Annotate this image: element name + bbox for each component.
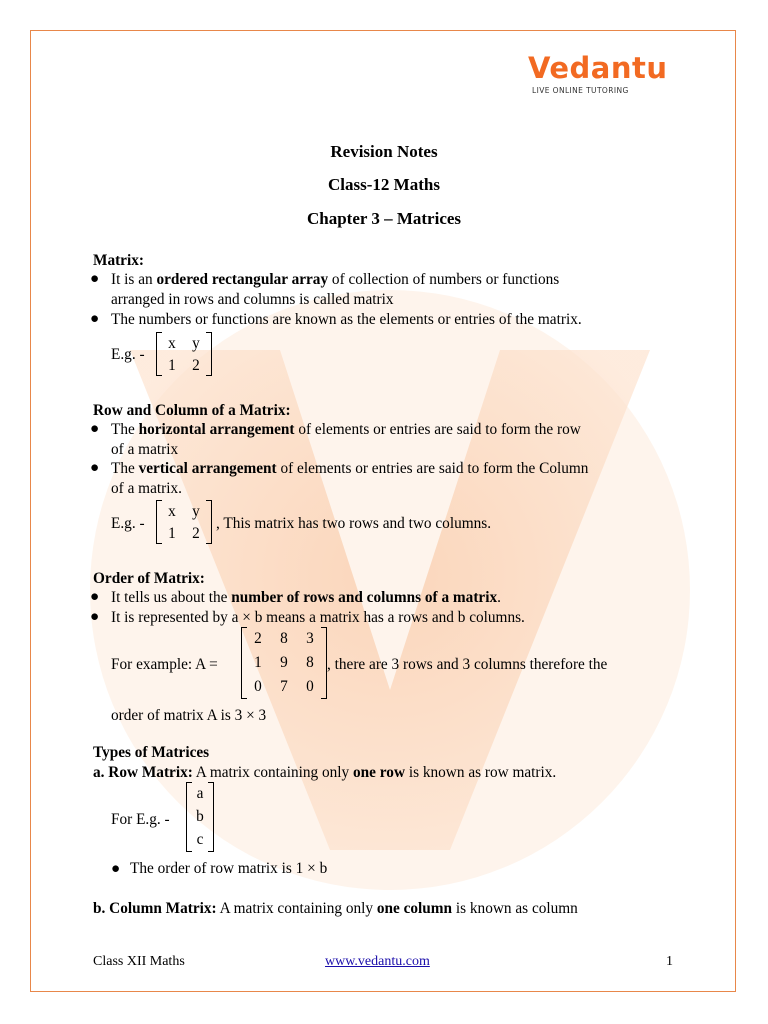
matrix-2x2: x y 1 2	[156, 500, 212, 544]
eg-label: For E.g. -	[111, 811, 170, 828]
matrix-bullet-2: The numbers or functions are known as the elements or entries of the matrix.	[111, 311, 582, 328]
bullet: ●	[90, 608, 100, 625]
bullet: ●	[90, 459, 100, 476]
bullet: ●	[90, 420, 100, 437]
logo-tagline: LIVE ONLINE TUTORING	[532, 86, 629, 95]
matrix-heading: Matrix:	[93, 252, 144, 269]
doc-chapter: Chapter 3 – Matrices	[306, 209, 462, 228]
eg-label: E.g. -	[111, 515, 145, 532]
bullet: ●	[90, 270, 100, 287]
bullet: ●	[111, 860, 121, 877]
doc-title: Revision Notes	[330, 142, 438, 161]
vedantu-logo[interactable]	[528, 52, 678, 95]
matrix-3x3: 2 8 3 1 9 8 0 7 0	[241, 627, 327, 699]
row-matrix-def: a. Row Matrix: A matrix containing only one row is known as row matrix.	[93, 764, 557, 781]
matrix-2x2: x y 1 2	[156, 332, 212, 376]
matrix-3x1: a b c	[186, 782, 214, 852]
order-bullet-2: It is represented by a × b means a matrix has a rows and b columns.	[111, 609, 525, 626]
column-bullet: The vertical arrangement of elements or entries are said to form the Column of a matrix.	[111, 460, 589, 497]
bullet: ●	[90, 588, 100, 605]
row-column-heading: Row and Column of a Matrix:	[93, 402, 291, 419]
logo-wordmark: Vedantu	[528, 51, 668, 85]
column-matrix-def: b. Column Matrix: A matrix containing only one column is known as column	[93, 900, 578, 917]
row-bullet: The horizontal arrangement of elements or entries are said to form the row of a matrix	[111, 421, 581, 458]
footer-class: Class XII Maths	[93, 954, 185, 969]
order-heading: Order of Matrix:	[93, 570, 205, 587]
example-label: For example: A =	[111, 656, 218, 673]
footer-link[interactable]: www.vedantu.com	[325, 954, 430, 969]
doc-class: Class-12 Maths	[328, 175, 440, 194]
eg-label: E.g. -	[111, 346, 145, 363]
row-order-bullet: The order of row matrix is 1 × b	[130, 860, 328, 877]
order-line: order of matrix A is 3 × 3	[111, 707, 267, 724]
example-note: , there are 3 rows and 3 columns therefore the	[327, 656, 608, 673]
bullet: ●	[90, 310, 100, 327]
eg-note: , This matrix has two rows and two columns.	[216, 515, 492, 532]
matrix-bullet-1: It is an ordered rectangular array of collection of numbers or functions arranged in rows and columns is called matrix	[111, 271, 560, 308]
page-number: 1	[666, 954, 673, 969]
types-heading: Types of Matrices	[93, 744, 210, 761]
order-bullet-1: It tells us about the number of rows and columns of a matrix.	[111, 589, 501, 606]
